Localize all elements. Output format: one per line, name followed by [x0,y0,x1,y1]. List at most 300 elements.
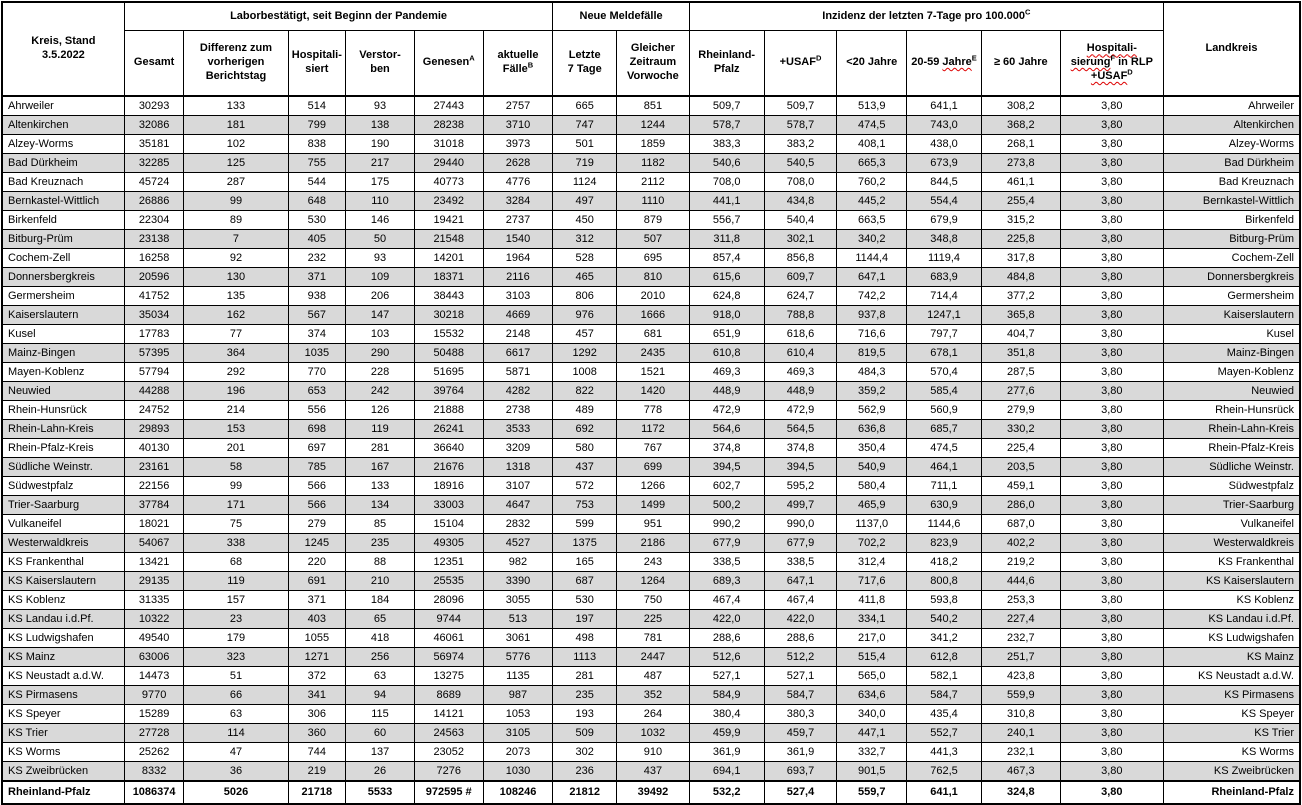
value-cell: 281 [346,439,415,458]
kreis-name: Donnersbergkreis [2,268,124,287]
kreis-name: Cochem-Zell [2,249,124,268]
kreis-name: KS Koblenz [2,591,124,610]
value-cell: 498 [553,629,617,648]
value-cell: 418 [346,629,415,648]
value-cell: 3,80 [1060,268,1163,287]
value-cell: 1030 [483,762,553,782]
value-cell: 219 [288,762,346,782]
value-cell: 29440 [414,154,483,173]
value-cell: 228 [346,363,415,382]
value-cell: 951 [617,515,690,534]
table-row [2,401,1300,420]
value-cell: 778 [617,401,690,420]
value-cell: 360 [288,724,346,743]
value-cell: 251,7 [981,648,1060,667]
value-cell: 162 [184,306,288,325]
table-row [2,534,1300,553]
value-cell: 371 [288,268,346,287]
value-cell: 372 [288,667,346,686]
value-cell: 10322 [124,610,184,629]
value-cell: 210 [346,572,415,591]
value-cell: 312 [553,230,617,249]
value-cell: 445,2 [837,192,907,211]
value-cell: 108246 [483,781,553,804]
value-cell: 3710 [483,116,553,135]
value-cell: 3,80 [1060,724,1163,743]
value-cell: 134 [346,496,415,515]
value-cell: 317,8 [981,249,1060,268]
value-cell: 1247,1 [907,306,982,325]
kreis-name: Rheinland-Pfalz [2,781,124,804]
value-cell: 40130 [124,439,184,458]
group-header-neue-meldefaelle: Neue Meldefälle [553,2,689,31]
value-cell: 584,9 [689,686,764,705]
value-cell: 610,8 [689,344,764,363]
landkreis-name: KS Landau i.d.Pf. [1163,610,1300,629]
covid-incidence-table [1,1,1301,805]
report-page [0,1,1302,805]
value-cell: 236 [553,762,617,782]
value-cell: 16258 [124,249,184,268]
col-header-differenz: Differenz zum vorherigen Berichtstag [184,31,288,97]
value-cell: 716,6 [837,325,907,344]
value-cell: 3,80 [1060,610,1163,629]
landkreis-name: Neuwied [1163,382,1300,401]
landkreis-name: Vulkaneifel [1163,515,1300,534]
landkreis-name: Cochem-Zell [1163,249,1300,268]
value-cell: 308,2 [981,96,1060,116]
value-cell: 93 [346,96,415,116]
kreis-name: Südliche Weinstr. [2,458,124,477]
value-cell: 32285 [124,154,184,173]
value-cell: 175 [346,173,415,192]
kreis-name: Rhein-Hunsrück [2,401,124,420]
value-cell: 747 [553,116,617,135]
value-cell: 135 [184,287,288,306]
value-cell: 806 [553,287,617,306]
value-cell: 697 [288,439,346,458]
kreis-name: Mayen-Koblenz [2,363,124,382]
value-cell: 243 [617,553,690,572]
value-cell: 744 [288,743,346,762]
landkreis-name: Altenkirchen [1163,116,1300,135]
value-cell: 24752 [124,401,184,420]
value-cell: 1666 [617,306,690,325]
landkreis-name: Alzey-Worms [1163,135,1300,154]
landkreis-name: KS Ludwigshafen [1163,629,1300,648]
value-cell: 1110 [617,192,690,211]
value-cell: 14201 [414,249,483,268]
value-cell: 472,9 [764,401,837,420]
table-body [2,96,1300,781]
kreis-name: Rhein-Lahn-Kreis [2,420,124,439]
value-cell: 8332 [124,762,184,782]
value-cell: 253,3 [981,591,1060,610]
value-cell: 63006 [124,648,184,667]
value-cell: 532,2 [689,781,764,804]
value-cell: 5776 [483,648,553,667]
value-cell: 1499 [617,496,690,515]
value-cell: 190 [346,135,415,154]
landkreis-name: KS Worms [1163,743,1300,762]
value-cell: 171 [184,496,288,515]
value-cell: 634,6 [837,686,907,705]
value-cell: 512,6 [689,648,764,667]
value-cell: 2112 [617,173,690,192]
value-cell: 315,2 [981,211,1060,230]
value-cell: 719 [553,154,617,173]
value-cell: 459,9 [689,724,764,743]
value-cell: 665,3 [837,154,907,173]
col-header-unter-20: <20 Jahre [837,31,907,97]
value-cell: 17783 [124,325,184,344]
value-cell: 361,9 [689,743,764,762]
value-cell: 509,7 [764,96,837,116]
value-cell: 540,9 [837,458,907,477]
value-cell: 857,4 [689,249,764,268]
kreis-name: KS Frankenthal [2,553,124,572]
value-cell: 88 [346,553,415,572]
value-cell: 540,6 [689,154,764,173]
value-cell: 612,8 [907,648,982,667]
value-cell: 641,1 [907,781,982,804]
value-cell: 1521 [617,363,690,382]
value-cell: 585,4 [907,382,982,401]
value-cell: 225,4 [981,439,1060,458]
value-cell: 3,80 [1060,116,1163,135]
kreis-name: KS Zweibrücken [2,762,124,782]
value-cell: 54067 [124,534,184,553]
value-cell: 819,5 [837,344,907,363]
value-cell: 404,7 [981,325,1060,344]
value-cell: 500,2 [689,496,764,515]
value-cell: 302,1 [764,230,837,249]
value-cell: 225 [617,610,690,629]
value-cell: 350,4 [837,439,907,458]
table-row [2,249,1300,268]
value-cell: 767 [617,439,690,458]
value-cell: 405 [288,230,346,249]
value-cell: 693,7 [764,762,837,782]
value-cell: 2148 [483,325,553,344]
table-row [2,629,1300,648]
value-cell: 32086 [124,116,184,135]
value-cell: 823,9 [907,534,982,553]
table-row [2,287,1300,306]
value-cell: 467,3 [981,762,1060,782]
value-cell: 23161 [124,458,184,477]
value-cell: 27728 [124,724,184,743]
value-cell: 351,8 [981,344,1060,363]
value-cell: 599 [553,515,617,534]
landkreis-name: KS Koblenz [1163,591,1300,610]
table-header [2,2,1300,96]
value-cell: 214 [184,401,288,420]
value-cell: 126 [346,401,415,420]
value-cell: 133 [184,96,288,116]
value-cell: 119 [184,572,288,591]
value-cell: 910 [617,743,690,762]
value-cell: 380,3 [764,705,837,724]
value-cell: 618,6 [764,325,837,344]
landkreis-name: KS Trier [1163,724,1300,743]
value-cell: 5533 [346,781,415,804]
value-cell: 695 [617,249,690,268]
value-cell: 92 [184,249,288,268]
value-cell: 39764 [414,382,483,401]
value-cell: 348,8 [907,230,982,249]
value-cell: 714,4 [907,287,982,306]
value-cell: 3103 [483,287,553,306]
value-cell: 1420 [617,382,690,401]
value-cell: 99 [184,477,288,496]
value-cell: 119 [346,420,415,439]
value-cell: 6617 [483,344,553,363]
table-row [2,325,1300,344]
value-cell: 450 [553,211,617,230]
kreis-name: Westerwaldkreis [2,534,124,553]
value-cell: 937,8 [837,306,907,325]
value-cell: 9744 [414,610,483,629]
value-cell: 5026 [184,781,288,804]
value-cell: 125 [184,154,288,173]
value-cell: 411,8 [837,591,907,610]
value-cell: 165 [553,553,617,572]
landkreis-name: Rhein-Lahn-Kreis [1163,420,1300,439]
landkreis-name: KS Zweibrücken [1163,762,1300,782]
value-cell: 217 [346,154,415,173]
value-cell: 593,8 [907,591,982,610]
value-cell: 30218 [414,306,483,325]
landkreis-name: Trier-Saarburg [1163,496,1300,515]
value-cell: 624,7 [764,287,837,306]
value-cell: 383,3 [689,135,764,154]
value-cell: 377,2 [981,287,1060,306]
value-cell: 687,0 [981,515,1060,534]
value-cell: 36 [184,762,288,782]
value-cell: 484,8 [981,268,1060,287]
table-row [2,610,1300,629]
value-cell: 743,0 [907,116,982,135]
value-cell: 29893 [124,420,184,439]
value-cell: 567 [288,306,346,325]
value-cell: 31018 [414,135,483,154]
value-cell: 527,1 [764,667,837,686]
value-cell: 437 [553,458,617,477]
value-cell: 3,80 [1060,173,1163,192]
value-cell: 21812 [553,781,617,804]
value-cell: 467,4 [689,591,764,610]
value-cell: 2832 [483,515,553,534]
value-cell: 35034 [124,306,184,325]
value-cell: 15532 [414,325,483,344]
value-cell: 57794 [124,363,184,382]
value-cell: 50488 [414,344,483,363]
value-cell: 3107 [483,477,553,496]
value-cell: 564,5 [764,420,837,439]
value-cell: 18021 [124,515,184,534]
value-cell: 781 [617,629,690,648]
value-cell: 408,1 [837,135,907,154]
value-cell: 444,6 [981,572,1060,591]
value-cell: 760,2 [837,173,907,192]
value-cell: 114 [184,724,288,743]
value-cell: 137 [346,743,415,762]
value-cell: 288,6 [689,629,764,648]
value-cell: 982 [483,553,553,572]
value-cell: 203,5 [981,458,1060,477]
value-cell: 556 [288,401,346,420]
value-cell: 286,0 [981,496,1060,515]
value-cell: 1035 [288,344,346,363]
kreis-name: Ahrweiler [2,96,124,116]
value-cell: 371 [288,591,346,610]
value-cell: 422,0 [689,610,764,629]
value-cell: 438,0 [907,135,982,154]
value-cell: 1859 [617,135,690,154]
landkreis-name: Kaiserslautern [1163,306,1300,325]
value-cell: 559,9 [981,686,1060,705]
kreis-stand-header: Kreis, Stand 3.5.2022 [2,2,124,96]
kreis-name: Südwestpfalz [2,477,124,496]
table-row [2,192,1300,211]
value-cell: 681 [617,325,690,344]
value-cell: 359,2 [837,382,907,401]
kreis-name: Bernkastel-Wittlich [2,192,124,211]
value-cell: 340,0 [837,705,907,724]
value-cell: 281 [553,667,617,686]
kreis-name: Kaiserslautern [2,306,124,325]
value-cell: 3,80 [1060,439,1163,458]
value-cell: 615,6 [689,268,764,287]
value-cell: 26886 [124,192,184,211]
landkreis-header: Landkreis [1163,2,1300,96]
value-cell: 206 [346,287,415,306]
value-cell: 330,2 [981,420,1060,439]
value-cell: 57395 [124,344,184,363]
value-cell: 565,0 [837,667,907,686]
value-cell: 435,4 [907,705,982,724]
value-cell: 572 [553,477,617,496]
value-cell: 46061 [414,629,483,648]
value-cell: 609,7 [764,268,837,287]
table-row [2,705,1300,724]
value-cell: 28238 [414,116,483,135]
value-cell: 1264 [617,572,690,591]
value-cell: 23492 [414,192,483,211]
col-header-hospitalisiert: Hospitali- siert [288,31,346,97]
value-cell: 306 [288,705,346,724]
col-header-letzte-7-tage: Letzte 7 Tage [553,31,617,97]
value-cell: 578,7 [689,116,764,135]
value-cell: 374 [288,325,346,344]
landkreis-name: Südliche Weinstr. [1163,458,1300,477]
value-cell: 987 [483,686,553,705]
value-cell: 566 [288,477,346,496]
value-cell: 235 [553,686,617,705]
value-cell: 109 [346,268,415,287]
value-cell: 562,9 [837,401,907,420]
table-row [2,572,1300,591]
value-cell: 441,3 [907,743,982,762]
value-cell: 341 [288,686,346,705]
value-cell: 287,5 [981,363,1060,382]
value-cell: 130 [184,268,288,287]
footnote-f: F [1110,53,1116,63]
value-cell: 374,8 [764,439,837,458]
table-row [2,420,1300,439]
value-cell: 28096 [414,591,483,610]
value-cell: 582,1 [907,667,982,686]
value-cell: 225,8 [981,230,1060,249]
value-cell: 77 [184,325,288,344]
value-cell: 3973 [483,135,553,154]
value-cell: 580,4 [837,477,907,496]
value-cell: 94 [346,686,415,705]
value-cell: 256 [346,648,415,667]
value-cell: 22156 [124,477,184,496]
value-cell: 770 [288,363,346,382]
value-cell: 85 [346,515,415,534]
value-cell: 14121 [414,705,483,724]
value-cell: 459,1 [981,477,1060,496]
table-row [2,173,1300,192]
col-header-gesamt: Gesamt [124,31,184,97]
value-cell: 566 [288,496,346,515]
value-cell: 527,1 [689,667,764,686]
value-cell: 990,2 [689,515,764,534]
value-cell: 469,3 [689,363,764,382]
value-cell: 689,3 [689,572,764,591]
value-cell: 24563 [414,724,483,743]
footnote-b: B [527,60,534,70]
value-cell: 3,80 [1060,306,1163,325]
value-cell: 255,4 [981,192,1060,211]
kreis-name: Rhein-Pfalz-Kreis [2,439,124,458]
landkreis-name: Rheinland-Pfalz [1163,781,1300,804]
value-cell: 277,6 [981,382,1060,401]
value-cell: 3,80 [1060,135,1163,154]
value-cell: 3,80 [1060,515,1163,534]
value-cell: 2186 [617,534,690,553]
value-cell: 509,7 [689,96,764,116]
kreis-name: KS Worms [2,743,124,762]
value-cell: 708,0 [764,173,837,192]
value-cell: 610,4 [764,344,837,363]
value-cell: 3,80 [1060,629,1163,648]
value-cell: 441,1 [689,192,764,211]
value-cell: 3,80 [1060,401,1163,420]
value-cell: 4669 [483,306,553,325]
value-cell: 167 [346,458,415,477]
value-cell: 292 [184,363,288,382]
value-cell: 528 [553,249,617,268]
value-cell: 513 [483,610,553,629]
value-cell: 1292 [553,344,617,363]
kreis-name: Trier-Saarburg [2,496,124,515]
value-cell: 232,7 [981,629,1060,648]
kreis-name: KS Trier [2,724,124,743]
col-header-verstorben: Verstor- ben [346,31,415,97]
value-cell: 4776 [483,173,553,192]
value-cell: 25262 [124,743,184,762]
value-cell: 3,80 [1060,420,1163,439]
footnote-a: A [469,53,475,63]
table-row [2,154,1300,173]
landkreis-name: Birkenfeld [1163,211,1300,230]
value-cell: 1008 [553,363,617,382]
col-header-aktuelle-faelle: aktuelle Fälle$^B$ [483,31,553,97]
